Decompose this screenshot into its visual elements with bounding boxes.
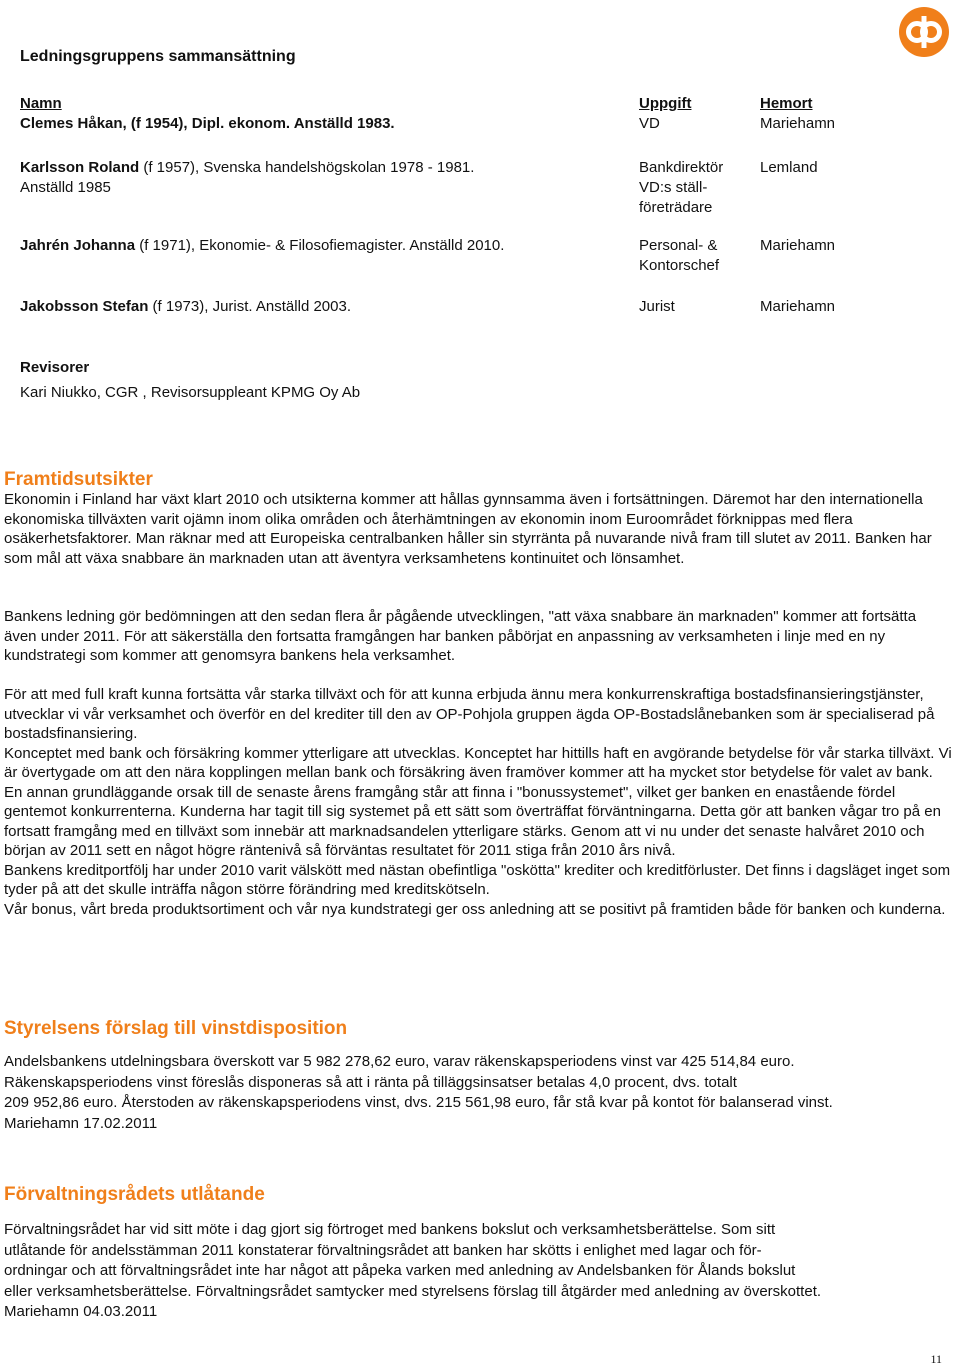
member-task (639, 236, 769, 276)
management-row (20, 158, 940, 238)
task-line1: Personal- & (639, 237, 718, 254)
task-line2: VD:s ställ- (639, 179, 708, 196)
member-hometown: Mariehamn (760, 115, 836, 132)
board-statement-body (4, 1220, 952, 1323)
op-logo-icon (898, 6, 950, 58)
statement-line: Förvaltningsrådet har vid sitt möte i dag gjort sig förtroget med bankens bokslut och verksamhetsberättelse. Som sitt (4, 1221, 776, 1238)
auditors-title: Revisorer (20, 359, 90, 376)
member-task: VD (639, 115, 660, 132)
member-hometown: Mariehamn (760, 298, 836, 315)
outlook-title: Framtidsutsikter (4, 469, 153, 490)
paragraph-text: För att med full kraft kunna fortsätta vår starka tillväxt och för att kunna erbjuda ännu mera konkurrenskraftiga bostadsfinansieringstjänster, utvecklar vi vår verksamhet och överför en del krediter till den av OP-Pohjola gruppen ägda OP-Bostadslånebanken som är specialiserad på bostadsfinansiering. (4, 686, 935, 742)
statement-date: Mariehamn 04.03.2011 (4, 1303, 158, 1320)
member-name: Clemes Håkan, (f 1954), Dipl. ekonom. Anställd 1983. (20, 115, 395, 132)
proposal-date: Mariehamn 17.02.2011 (4, 1114, 158, 1132)
header-task: Uppgift (639, 95, 692, 112)
page-number: 11 (930, 1352, 942, 1366)
member-name (20, 297, 620, 317)
member-hometown: Mariehamn (760, 237, 836, 254)
proposal-line: 209 952,86 euro. Återstoden av räkenskapsperiodens vinst, dvs. 215 561,98 euro, får stå kvar på kontot för balanserad vinst. (4, 1094, 833, 1111)
member-task: Jurist (639, 298, 675, 315)
management-title: Ledningsgruppens sammansättning (20, 48, 296, 65)
outlook-paragraph-1 (4, 490, 952, 568)
paragraph-text: Bankens ledning gör bedömningen att den sedan flera år pågående utvecklingen, "att växa snabbare än marknaden" kommer att fortsätta även under 2011. För att säkerställa den fortsatta framgången har banken påbörjat en anpassning av verksamheten i linje med en ny kundstrategi som kommer att genomsyra bankens hela verksamhet. (4, 608, 917, 664)
member-details: (f 1971), Ekonomie- & Filosofiemagister. Anställd 2010. (135, 237, 505, 254)
paragraph-text: Ekonomin i Finland har växt klart 2010 och utsikterna kommer att hållas gynnsamma även i fortsättningen. Däremot har den internationella ekonomiska tillväxten varit ojämn inom olika områden och återhämtningen av ekonomin inom Euroområdet förknippas med flera osäkerhetsfaktorer. Man räknar med att Europeiska centralbanken håller sin styrränta på nuvarande nivå fram till slutet av 2011. Banken har som mål att växa snabbare än marknaden utan att äventyra verksamhetens kontinuitet och lönsamhet. (4, 491, 932, 567)
member-hometown: Lemland (760, 159, 818, 176)
header-name: Namn (20, 95, 62, 112)
member-surname: Jakobsson Stefan (20, 298, 149, 315)
task-line2: Kontorschef (639, 257, 720, 274)
auditors-line: Kari Niukko, CGR , Revisorsuppleant KPMG Oy Ab (20, 384, 361, 401)
member-name (20, 158, 620, 198)
outlook-paragraph-2 (4, 607, 952, 666)
member-surname: Karlsson Roland (20, 159, 140, 176)
member-task (639, 158, 769, 218)
profit-proposal-title: Styrelsens förslag till vinstdisposition (4, 1018, 348, 1039)
paragraph-text: Konceptet med bank och försäkring kommer ytterligare att utvecklas. Konceptet har hittills haft en avgörande betydelse för vår starka tillväxt. Vi är övertygade om att den nära kopplingen mellan bank och försäkring även framöver kommer att ha mycket stor betydelse för valet av bank. En annan grundläggande orsak till de senaste årens framgång står att finna i "bonussystemet", vilket ger banken en enastående fördel gentemot konkurrenterna. Kunderna har tagit till sig systemet på ett sätt som överträffat förväntningarna. Detta gör att banken vågar tro på en fortsatt framgång med en tillväxt som innebär att marknadsandelen ytterligare stärks. Genom att vi nu under det senaste halvåret 2010 och början av 2011 sett en något högre räntenivå så förväntas resultatet för 2011 stiga från 2010 års nivå. (4, 744, 952, 859)
outlook-paragraph-3 (4, 685, 952, 919)
task-line1: Bankdirektör (639, 159, 724, 176)
paragraph-text: Vår bonus, vårt breda produktsortiment och vår nya kundstrategi ger oss anledning att se positivt på framtiden både för banken och kunderna. (4, 900, 946, 918)
member-name (20, 236, 620, 256)
proposal-line: Räkenskapsperiodens vinst föreslås disponeras så att i ränta på tilläggsinsatser betalas 4,0 procent, dvs. totalt (4, 1073, 737, 1091)
member-surname: Jahrén Johanna (20, 237, 136, 254)
member-details-line2: Anställd 1985 (20, 179, 111, 196)
statement-line: ordningar och att förvaltningsrådet inte har något att påpeka varken med anledning av Andelsbanken för Ålands bokslut (4, 1262, 796, 1279)
paragraph-text: Bankens kreditportfölj har under 2010 varit välskött med nästan obefintliga "osköttа" krediter och kreditförluster. Det finns i dagsläget inget som tyder på att det skulle inträffa någon större förändring med kreditskötseln. (4, 861, 951, 898)
management-row (20, 297, 940, 377)
statement-line: utlåtande för andelsstämman 2011 konstaterar förvaltningsrådet att banken har skötts i enlighet med lagar och för- (4, 1241, 762, 1259)
header-hometown: Hemort (760, 95, 813, 112)
task-line3: företrädare (639, 199, 713, 216)
member-details: (f 1957), Svenska handelshögskolan 1978 - 1981. (139, 159, 475, 176)
proposal-line: Andelsbankens utdelningsbara överskott var 5 982 278,62 euro, varav räkenskapsperiodens vinst var 425 514,84 euro. (4, 1053, 795, 1070)
profit-proposal-body (4, 1052, 952, 1134)
board-statement-title: Förvaltningsrådets utlåtande (4, 1184, 265, 1205)
statement-line: eller verksamhetsberättelse. Förvaltningsrådet samtycker med styrelsens förslag till åtgärder med anledning av överskottet. (4, 1282, 822, 1300)
member-details: (f 1973), Jurist. Anställd 2003. (148, 298, 351, 315)
